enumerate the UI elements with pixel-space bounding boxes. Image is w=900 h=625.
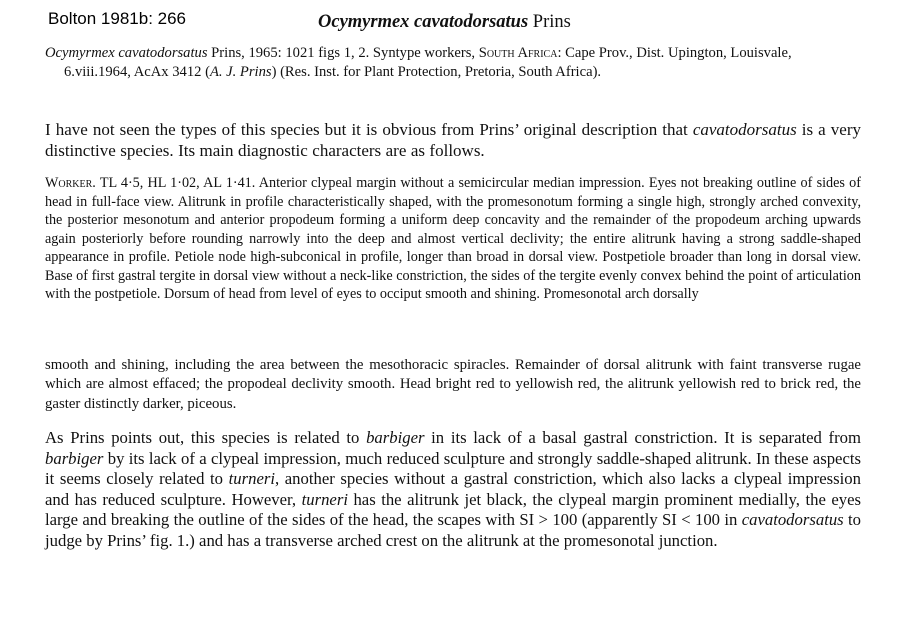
worker-description-continuation: smooth and shining, including the area between the mesothoracic spiracles. Remainder of dorsal alitrunk with faint transverse rugae which are almost effaced; the propodeal declivity smooth. Head bright red to yellowish red, the alitrunk yellowish red to brick red, the gaster distinctly darker, piceous. bbox=[45, 357, 861, 412]
description-text: TL 4·5, HL 1·02, AL 1·41. Anterior clypeal margin without a semicircular median impression. Eyes not breaking outline of sides of head in full-face view. Alitrunk in profile characteristically shaped, with the promesonotum forming a single high, strongly arched convexity, the posterior mesonotum and anterior propodeum forming a uniform deep concavity and the remainder of the propodeum arching upwards again posteriorly before rounding narrowly into the deep and almost vertical declivity; the entire alitrunk having a strong saddle-shaped appearance in profile. Petiole node high-subconical in profile, longer than broad in dorsal view. Postpetiole broader than long in dorsal view. Base of first gastral tergite in dorsal view without a neck-like constriction, the sides of the tergite evenly convex behind the point of articulation with the postpetiole. Dorsum of head from level of eyes to occiput smooth and shining. Promesonotal arch dorsally bbox=[45, 175, 861, 303]
species-title bbox=[318, 10, 571, 34]
synonymy-country: South Africa bbox=[478, 45, 558, 61]
intro-species: cavatodorsatus bbox=[692, 120, 797, 139]
discussion-text-1: As Prins points out, this species is related to bbox=[45, 428, 367, 447]
discussion-species-2: barbiger bbox=[45, 448, 104, 468]
discussion-text-3: by its lack of a clypeal impression, much reduced sculpture and strongly saddle-shaped alitrunk. In these aspects it seems closely related to bbox=[45, 448, 861, 488]
species-name: Ocymyrmex cavatodorsatus bbox=[318, 12, 529, 32]
discussion-text-4: , another species without a gastral constriction, which also lacks a clypeal impression and has reduced sculpture. However, bbox=[45, 469, 861, 509]
discussion-paragraph bbox=[45, 428, 861, 551]
discussion-species-3: turneri bbox=[228, 469, 275, 488]
synonymy-entry bbox=[45, 44, 861, 82]
intro-text-2: is a very distinctive species. Its main diagnostic characters are as follows. bbox=[45, 120, 861, 160]
discussion-text-5: has the alitrunk jet black, the clypeal margin prominent medially, the eyes large and breaking the outline of the sides of the head, the scapes with SI > 100 (apparently SI < 100 in bbox=[45, 489, 862, 529]
synonymy-text-2: : Cape Prov., Dist. Upington, Louisvale, 6.viii.1964, AcAx 3412 ( bbox=[64, 45, 792, 80]
citation-tag: Bolton 1981b: 266 bbox=[48, 9, 187, 28]
intro-paragraph bbox=[45, 119, 861, 161]
caste-label: Worker. bbox=[45, 175, 96, 191]
discussion-text-2: in its lack of a basal gastral constriction. It is separated from bbox=[424, 428, 861, 447]
intro-text-1: I have not seen the types of this species but it is obvious from Prins’ original description that bbox=[45, 120, 693, 139]
synonymy-taxon: Ocymyrmex cavatodorsatus bbox=[45, 45, 208, 61]
discussion-species-5: cavatodorsatus bbox=[741, 510, 844, 529]
worker-description bbox=[45, 174, 861, 304]
species-author: Prins bbox=[532, 12, 571, 32]
discussion-text-6: to judge by Prins’ fig. 1.) and has a transverse arched crest on the alitrunk at the promesonotal junction. bbox=[45, 510, 862, 550]
discussion-species-1: barbiger bbox=[366, 428, 425, 447]
discussion-species-4: turneri bbox=[301, 489, 348, 509]
synonymy-collector: A. J. Prins bbox=[209, 64, 272, 80]
synonymy-text-1: Prins, 1965: 1021 figs 1, 2. Syntype workers, bbox=[207, 45, 479, 61]
synonymy-text-3: ) (Res. Inst. for Plant Protection, Pretoria, South Africa). bbox=[271, 64, 602, 80]
